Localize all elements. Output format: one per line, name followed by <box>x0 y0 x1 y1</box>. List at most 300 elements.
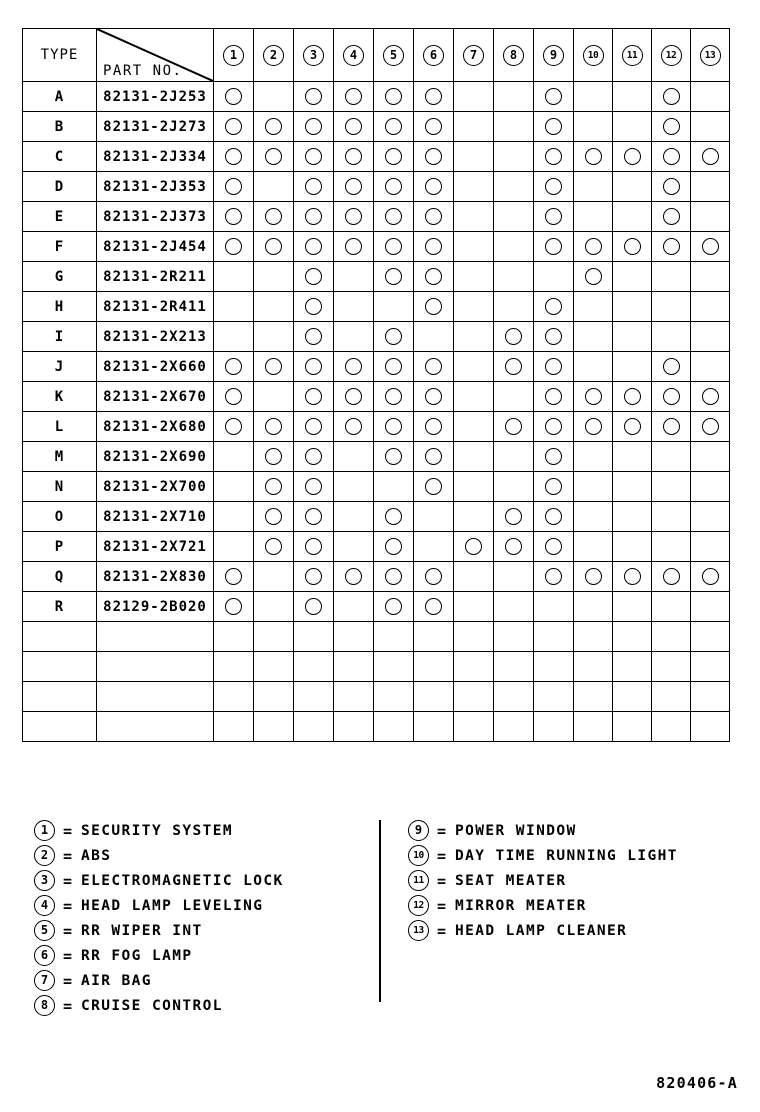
applicable-circle-icon <box>305 478 322 495</box>
header-option-11 <box>613 29 652 82</box>
cell-option-5 <box>374 202 414 232</box>
cell-option-1 <box>214 322 254 352</box>
cell-part-no: 82131-2R211 <box>97 262 214 292</box>
cell-option-13 <box>691 142 730 172</box>
cell-option-13 <box>691 442 730 472</box>
header-option-8 <box>494 29 534 82</box>
cell-option-2 <box>254 502 294 532</box>
cell-type <box>23 652 97 682</box>
applicable-circle-icon <box>385 448 402 465</box>
cell-option-10 <box>574 352 613 382</box>
cell-option-9 <box>534 382 574 412</box>
table-row <box>23 172 730 202</box>
cell-option-2 <box>254 172 294 202</box>
applicable-circle-icon <box>385 538 402 555</box>
legend-label: CRUISE CONTROL <box>81 997 223 1014</box>
cell-option-12 <box>652 262 691 292</box>
cell-part-no: 82131-2X830 <box>97 562 214 592</box>
header-option-6 <box>414 29 454 82</box>
cell-option-13 <box>691 682 730 712</box>
circled-number-2: 2 <box>263 45 284 66</box>
circled-number-4: 4 <box>343 45 364 66</box>
cell-part-no <box>97 652 214 682</box>
applicable-circle-icon <box>702 568 719 585</box>
cell-part-no: 82131-2X710 <box>97 502 214 532</box>
cell-option-12 <box>652 202 691 232</box>
cell-option-13 <box>691 622 730 652</box>
legend-label: ABS <box>81 847 112 864</box>
circled-number-13: 13 <box>700 45 721 66</box>
cell-option-1 <box>214 382 254 412</box>
legend-circled-number-12: 12 <box>408 895 429 916</box>
applicable-circle-icon <box>624 418 641 435</box>
applicable-circle-icon <box>663 118 680 135</box>
cell-part-no: 82129-2B020 <box>97 592 214 622</box>
applicable-circle-icon <box>585 418 602 435</box>
applicable-circle-icon <box>505 538 522 555</box>
cell-option-6 <box>414 502 454 532</box>
cell-type: A <box>23 82 97 112</box>
cell-option-12 <box>652 622 691 652</box>
applicable-circle-icon <box>385 148 402 165</box>
applicable-circle-icon <box>425 118 442 135</box>
legend-circled-number-13: 13 <box>408 920 429 941</box>
cell-option-12 <box>652 352 691 382</box>
cell-option-9 <box>534 652 574 682</box>
cell-option-11 <box>613 532 652 562</box>
cell-option-5 <box>374 502 414 532</box>
cell-option-2 <box>254 472 294 502</box>
cell-option-5 <box>374 382 414 412</box>
circled-number-1: 1 <box>223 45 244 66</box>
cell-option-10 <box>574 442 613 472</box>
legend-label: MIRROR MEATER <box>455 897 587 914</box>
cell-option-7 <box>454 442 494 472</box>
cell-option-10 <box>574 652 613 682</box>
applicable-circle-icon <box>385 178 402 195</box>
cell-option-7 <box>454 262 494 292</box>
legend-circled-number-2: 2 <box>34 845 55 866</box>
cell-option-11 <box>613 412 652 442</box>
cell-option-3 <box>294 502 334 532</box>
cell-option-7 <box>454 382 494 412</box>
applicable-circle-icon <box>425 268 442 285</box>
cell-option-7 <box>454 532 494 562</box>
legend-equals-sign: = <box>437 921 447 940</box>
cell-option-4 <box>334 472 374 502</box>
cell-option-3 <box>294 562 334 592</box>
cell-option-3 <box>294 622 334 652</box>
table-row <box>23 232 730 262</box>
applicable-circle-icon <box>265 358 282 375</box>
cell-option-4 <box>334 652 374 682</box>
applicable-circle-icon <box>663 178 680 195</box>
cell-option-9 <box>534 82 574 112</box>
cell-option-12 <box>652 562 691 592</box>
cell-option-10 <box>574 202 613 232</box>
cell-option-12 <box>652 502 691 532</box>
cell-option-8 <box>494 292 534 322</box>
cell-option-7 <box>454 202 494 232</box>
applicable-circle-icon <box>425 358 442 375</box>
cell-option-2 <box>254 262 294 292</box>
applicable-circle-icon <box>385 508 402 525</box>
cell-option-1 <box>214 142 254 172</box>
cell-option-11 <box>613 592 652 622</box>
applicable-circle-icon <box>624 388 641 405</box>
cell-option-7 <box>454 82 494 112</box>
cell-option-11 <box>613 202 652 232</box>
cell-type: L <box>23 412 97 442</box>
parts-application-table <box>22 28 730 742</box>
legend-circled-number-10: 10 <box>408 845 429 866</box>
applicable-circle-icon <box>265 148 282 165</box>
applicable-circle-icon <box>305 238 322 255</box>
cell-option-8 <box>494 592 534 622</box>
cell-option-7 <box>454 472 494 502</box>
legend-item <box>34 868 284 893</box>
cell-option-8 <box>494 712 534 742</box>
table-row <box>23 322 730 352</box>
cell-option-10 <box>574 562 613 592</box>
cell-option-12 <box>652 292 691 322</box>
cell-option-6 <box>414 622 454 652</box>
applicable-circle-icon <box>505 358 522 375</box>
cell-option-6 <box>414 562 454 592</box>
cell-option-2 <box>254 442 294 472</box>
applicable-circle-icon <box>305 448 322 465</box>
applicable-circle-icon <box>305 88 322 105</box>
cell-option-9 <box>534 712 574 742</box>
cell-option-1 <box>214 172 254 202</box>
cell-option-10 <box>574 172 613 202</box>
applicable-circle-icon <box>225 148 242 165</box>
cell-option-13 <box>691 382 730 412</box>
applicable-circle-icon <box>225 418 242 435</box>
applicable-circle-icon <box>385 388 402 405</box>
applicable-circle-icon <box>545 358 562 375</box>
cell-option-2 <box>254 592 294 622</box>
applicable-circle-icon <box>663 358 680 375</box>
applicable-circle-icon <box>385 358 402 375</box>
cell-option-8 <box>494 82 534 112</box>
cell-option-3 <box>294 652 334 682</box>
legend-label: HEAD LAMP CLEANER <box>455 922 628 939</box>
cell-option-2 <box>254 202 294 232</box>
applicable-circle-icon <box>425 568 442 585</box>
cell-option-13 <box>691 532 730 562</box>
applicable-circle-icon <box>663 418 680 435</box>
applicable-circle-icon <box>624 148 641 165</box>
cell-option-11 <box>613 712 652 742</box>
cell-option-7 <box>454 412 494 442</box>
cell-option-2 <box>254 142 294 172</box>
applicable-circle-icon <box>225 178 242 195</box>
applicable-circle-icon <box>385 268 402 285</box>
cell-option-2 <box>254 382 294 412</box>
applicable-circle-icon <box>305 388 322 405</box>
cell-option-7 <box>454 232 494 262</box>
cell-option-9 <box>534 112 574 142</box>
cell-option-7 <box>454 652 494 682</box>
table-row <box>23 712 730 742</box>
cell-type <box>23 712 97 742</box>
cell-option-5 <box>374 82 414 112</box>
legend-label: POWER WINDOW <box>455 822 577 839</box>
applicable-circle-icon <box>225 568 242 585</box>
cell-option-10 <box>574 322 613 352</box>
cell-option-8 <box>494 382 534 412</box>
cell-type: P <box>23 532 97 562</box>
cell-option-10 <box>574 262 613 292</box>
applicable-circle-icon <box>265 118 282 135</box>
cell-option-13 <box>691 562 730 592</box>
applicable-circle-icon <box>425 478 442 495</box>
applicable-circle-icon <box>345 148 362 165</box>
cell-option-4 <box>334 622 374 652</box>
cell-option-10 <box>574 592 613 622</box>
cell-option-8 <box>494 652 534 682</box>
cell-option-11 <box>613 502 652 532</box>
cell-type: R <box>23 592 97 622</box>
legend-item <box>34 993 284 1018</box>
circled-number-11: 11 <box>622 45 643 66</box>
cell-option-7 <box>454 622 494 652</box>
cell-option-6 <box>414 712 454 742</box>
table-row <box>23 202 730 232</box>
applicable-circle-icon <box>305 118 322 135</box>
applicable-circle-icon <box>545 88 562 105</box>
table-row <box>23 682 730 712</box>
cell-option-4 <box>334 292 374 322</box>
header-part-no-cell <box>97 29 214 82</box>
applicable-circle-icon <box>545 568 562 585</box>
cell-option-1 <box>214 112 254 142</box>
applicable-circle-icon <box>545 298 562 315</box>
cell-part-no: 82131-2J373 <box>97 202 214 232</box>
cell-option-4 <box>334 262 374 292</box>
applicable-circle-icon <box>624 238 641 255</box>
cell-option-4 <box>334 202 374 232</box>
cell-option-7 <box>454 322 494 352</box>
legend-circled-number-8: 8 <box>34 995 55 1016</box>
cell-option-8 <box>494 412 534 442</box>
legend-equals-sign: = <box>437 896 447 915</box>
header-option-9 <box>534 29 574 82</box>
cell-option-9 <box>534 472 574 502</box>
header-option-13 <box>691 29 730 82</box>
cell-option-9 <box>534 352 574 382</box>
cell-option-4 <box>334 442 374 472</box>
cell-option-1 <box>214 532 254 562</box>
cell-part-no: 82131-2X690 <box>97 442 214 472</box>
cell-option-13 <box>691 712 730 742</box>
cell-option-4 <box>334 172 374 202</box>
cell-option-6 <box>414 412 454 442</box>
applicable-circle-icon <box>425 598 442 615</box>
cell-type: Q <box>23 562 97 592</box>
cell-option-3 <box>294 532 334 562</box>
cell-option-1 <box>214 412 254 442</box>
cell-part-no <box>97 682 214 712</box>
cell-option-1 <box>214 652 254 682</box>
applicable-circle-icon <box>305 538 322 555</box>
cell-option-6 <box>414 652 454 682</box>
applicable-circle-icon <box>225 88 242 105</box>
cell-option-11 <box>613 382 652 412</box>
cell-option-13 <box>691 502 730 532</box>
cell-option-1 <box>214 82 254 112</box>
cell-option-12 <box>652 712 691 742</box>
applicable-circle-icon <box>425 448 442 465</box>
cell-option-5 <box>374 112 414 142</box>
cell-option-11 <box>613 232 652 262</box>
cell-option-9 <box>534 322 574 352</box>
cell-part-no: 82131-2X721 <box>97 532 214 562</box>
applicable-circle-icon <box>385 238 402 255</box>
cell-option-13 <box>691 472 730 502</box>
cell-option-3 <box>294 682 334 712</box>
cell-option-1 <box>214 202 254 232</box>
table-row <box>23 442 730 472</box>
cell-option-10 <box>574 82 613 112</box>
cell-option-10 <box>574 472 613 502</box>
legend-divider <box>379 820 381 1002</box>
cell-option-2 <box>254 682 294 712</box>
legend-item <box>408 918 678 943</box>
cell-option-1 <box>214 622 254 652</box>
cell-option-8 <box>494 442 534 472</box>
cell-option-4 <box>334 112 374 142</box>
applicable-circle-icon <box>663 208 680 225</box>
cell-option-7 <box>454 502 494 532</box>
cell-option-9 <box>534 412 574 442</box>
applicable-circle-icon <box>265 508 282 525</box>
cell-part-no: 82131-2X660 <box>97 352 214 382</box>
cell-option-6 <box>414 142 454 172</box>
cell-type: F <box>23 232 97 262</box>
cell-option-4 <box>334 382 374 412</box>
cell-option-8 <box>494 472 534 502</box>
cell-option-9 <box>534 142 574 172</box>
applicable-circle-icon <box>663 148 680 165</box>
applicable-circle-icon <box>225 238 242 255</box>
cell-option-3 <box>294 292 334 322</box>
cell-option-11 <box>613 112 652 142</box>
cell-option-9 <box>534 442 574 472</box>
cell-option-12 <box>652 442 691 472</box>
legend-circled-number-7: 7 <box>34 970 55 991</box>
cell-option-12 <box>652 172 691 202</box>
cell-option-3 <box>294 172 334 202</box>
cell-option-5 <box>374 532 414 562</box>
cell-option-3 <box>294 592 334 622</box>
cell-option-1 <box>214 562 254 592</box>
applicable-circle-icon <box>305 568 322 585</box>
cell-option-8 <box>494 322 534 352</box>
applicable-circle-icon <box>385 418 402 435</box>
cell-type <box>23 622 97 652</box>
applicable-circle-icon <box>585 238 602 255</box>
applicable-circle-icon <box>505 418 522 435</box>
cell-option-4 <box>334 412 374 442</box>
cell-option-1 <box>214 502 254 532</box>
cell-option-13 <box>691 262 730 292</box>
cell-part-no: 82131-2R411 <box>97 292 214 322</box>
cell-option-7 <box>454 172 494 202</box>
cell-option-8 <box>494 682 534 712</box>
cell-option-12 <box>652 322 691 352</box>
cell-option-10 <box>574 112 613 142</box>
applicable-circle-icon <box>345 568 362 585</box>
cell-option-4 <box>334 532 374 562</box>
legend-item <box>408 893 678 918</box>
applicable-circle-icon <box>585 148 602 165</box>
applicable-circle-icon <box>305 208 322 225</box>
cell-option-6 <box>414 442 454 472</box>
cell-option-6 <box>414 352 454 382</box>
legend-label: RR FOG LAMP <box>81 947 193 964</box>
cell-option-2 <box>254 352 294 382</box>
cell-option-11 <box>613 172 652 202</box>
cell-option-8 <box>494 112 534 142</box>
cell-type: G <box>23 262 97 292</box>
legend-circled-number-4: 4 <box>34 895 55 916</box>
applicable-circle-icon <box>225 118 242 135</box>
legend-column-right <box>408 818 678 943</box>
legend-item <box>34 968 284 993</box>
cell-option-6 <box>414 322 454 352</box>
cell-option-11 <box>613 262 652 292</box>
applicable-circle-icon <box>305 508 322 525</box>
cell-option-6 <box>414 292 454 322</box>
legend-equals-sign: = <box>63 971 73 990</box>
applicable-circle-icon <box>345 208 362 225</box>
cell-option-13 <box>691 172 730 202</box>
cell-option-10 <box>574 622 613 652</box>
cell-option-9 <box>534 682 574 712</box>
cell-option-9 <box>534 562 574 592</box>
header-part-no-label: PART NO. <box>103 63 183 79</box>
cell-part-no <box>97 712 214 742</box>
cell-option-5 <box>374 292 414 322</box>
table-row <box>23 502 730 532</box>
legend-item <box>34 818 284 843</box>
cell-option-6 <box>414 682 454 712</box>
cell-option-7 <box>454 142 494 172</box>
cell-option-2 <box>254 82 294 112</box>
applicable-circle-icon <box>385 328 402 345</box>
applicable-circle-icon <box>345 358 362 375</box>
applicable-circle-icon <box>545 208 562 225</box>
applicable-circle-icon <box>545 388 562 405</box>
legend-circled-number-3: 3 <box>34 870 55 891</box>
cell-option-6 <box>414 592 454 622</box>
cell-option-3 <box>294 352 334 382</box>
cell-option-6 <box>414 472 454 502</box>
applicable-circle-icon <box>545 448 562 465</box>
applicable-circle-icon <box>545 178 562 195</box>
legend-label: ELECTROMAGNETIC LOCK <box>81 872 284 889</box>
applicable-circle-icon <box>265 448 282 465</box>
cell-option-7 <box>454 292 494 322</box>
cell-type: O <box>23 502 97 532</box>
cell-type: E <box>23 202 97 232</box>
applicable-circle-icon <box>345 88 362 105</box>
cell-option-5 <box>374 262 414 292</box>
table-row <box>23 382 730 412</box>
applicable-circle-icon <box>225 358 242 375</box>
